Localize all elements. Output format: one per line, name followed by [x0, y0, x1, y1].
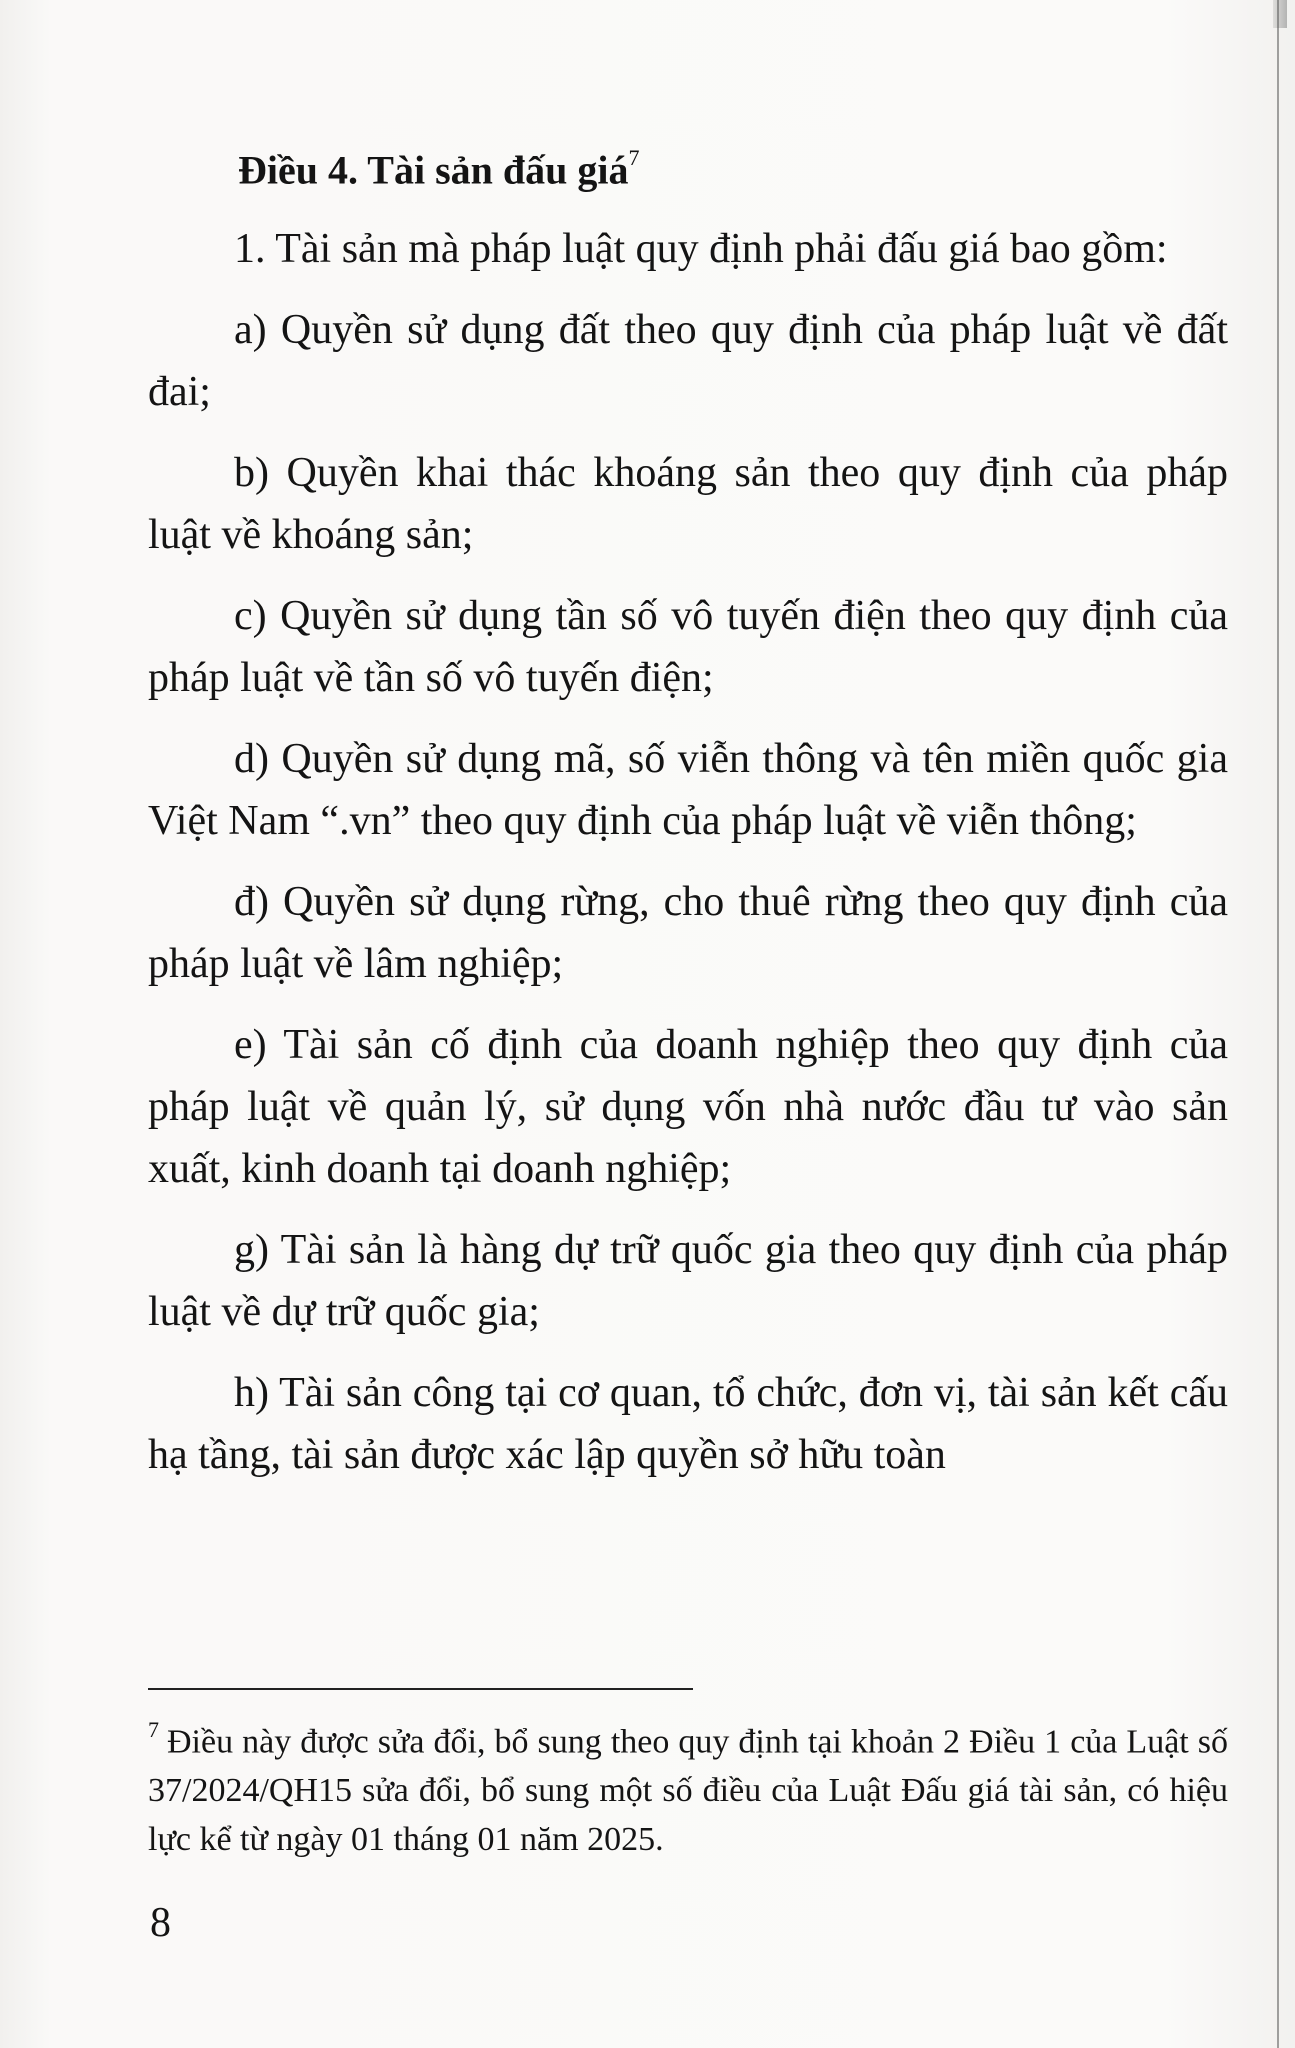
clause-item-g: [148, 1219, 1228, 1343]
article-heading: [238, 132, 1228, 200]
clause-item-b: [148, 442, 1228, 566]
footnote-divider: [148, 1688, 693, 1690]
clause-item-h: [148, 1362, 1228, 1486]
clause-item-text: b) Quyền khai thác khoáng sản theo quy định của pháp luật về khoáng sản;: [148, 450, 1228, 559]
clause-item-c: [148, 585, 1228, 709]
clause-item-d: [148, 728, 1228, 852]
clause-item-text: g) Tài sản là hàng dự trữ quốc gia theo quy định của pháp luật về dự trữ quốc gia;: [148, 1227, 1228, 1336]
clause-item-text: h) Tài sản công tại cơ quan, tổ chức, đơn vị, tài sản kết cấu hạ tầng, tài sản được xác lập quyền sở hữu toàn: [148, 1370, 1228, 1479]
footnote-marker: 7: [148, 1717, 159, 1742]
page-number: 8: [150, 1900, 171, 1946]
clause-1-text: 1. Tài sản mà pháp luật quy định phải đấu giá bao gồm:: [234, 226, 1168, 273]
clause-item-text: c) Quyền sử dụng tần số vô tuyến điện theo quy định của pháp luật về tần số vô tuyến điện;: [148, 593, 1228, 702]
clause-item-e: [148, 1014, 1228, 1200]
footnote-reference[interactable]: 7: [628, 145, 640, 170]
footnote: [148, 1708, 1228, 1864]
clause-item-text: d) Quyền sử dụng mã, số viễn thông và tên miền quốc gia Việt Nam “.vn” theo quy định của pháp luật về viễn thông;: [148, 736, 1228, 845]
footnote-text: Điều này được sửa đổi, bổ sung theo quy định tại khoản 2 Điều 1 của Luật số 37/2024/QH15 sửa đổi, bổ sung một số điều của Luật Đấu giá tài sản, có hiệu lực kể từ ngày 01 tháng 01 năm 2025.: [148, 1723, 1228, 1859]
clause-item-text: a) Quyền sử dụng đất theo quy định của pháp luật về đất đai;: [148, 307, 1228, 416]
clause-item-text: đ) Quyền sử dụng rừng, cho thuê rừng theo quy định của pháp luật về lâm nghiệp;: [148, 879, 1228, 988]
article-body: [148, 132, 1228, 1505]
clause-item-a: [148, 299, 1228, 423]
binding-edge-line: [1277, 0, 1279, 2048]
page-edge-shadow: [1273, 0, 1287, 28]
clause-item-text: e) Tài sản cố định của doanh nghiệp theo quy định của pháp luật về quản lý, sử dụng vốn nhà nước đầu tư vào sản xuất, kinh doanh tại doanh nghiệp;: [148, 1022, 1228, 1193]
clause-1: [148, 218, 1228, 280]
article-heading-text: Điều 4. Tài sản đấu giá: [238, 147, 629, 193]
clause-item-dd: [148, 871, 1228, 995]
